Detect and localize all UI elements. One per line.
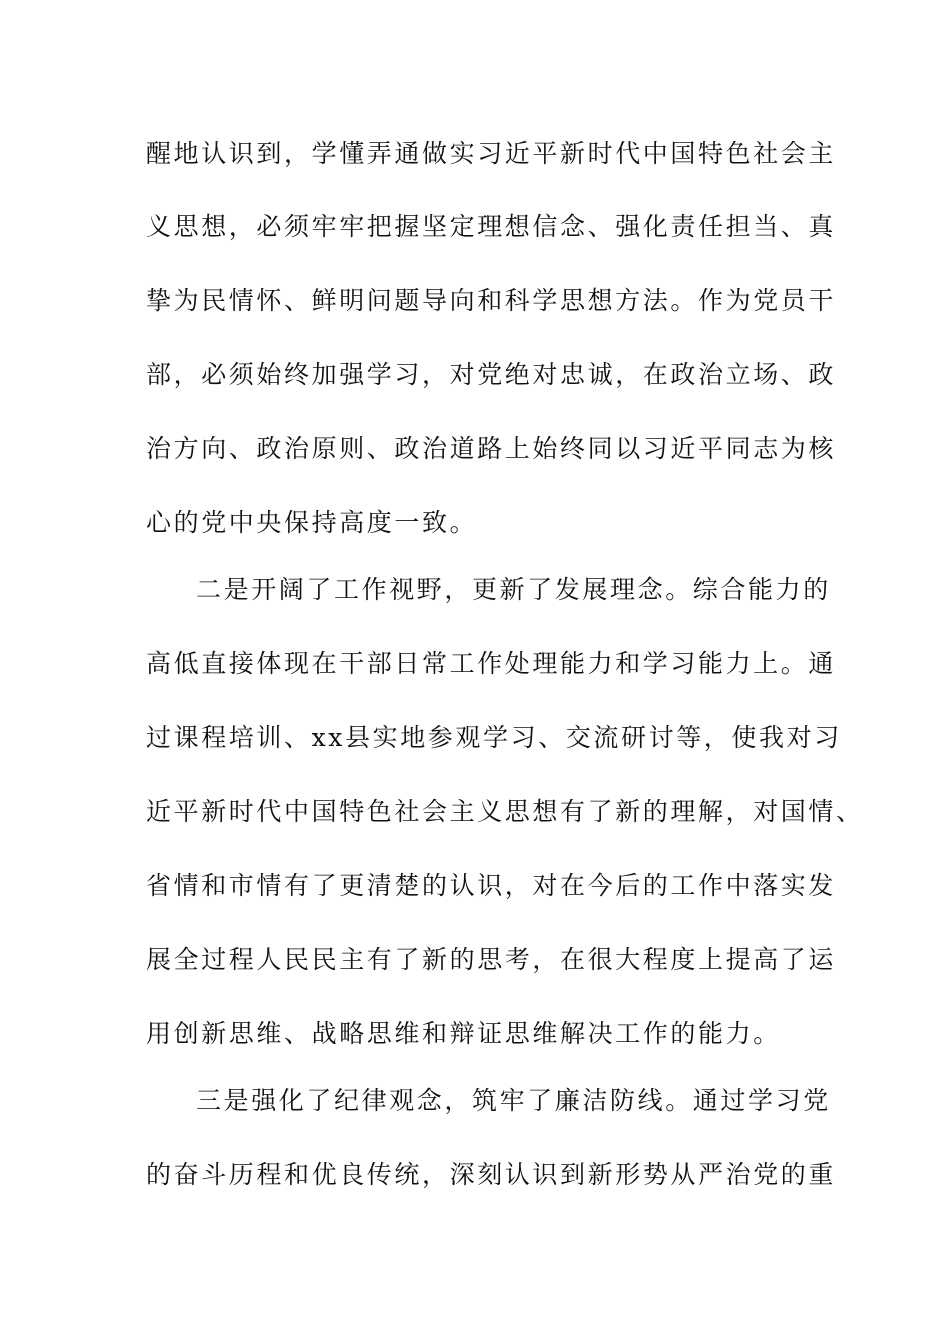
body-text-line: 近平新时代中国特色社会主义思想有了新的理解，对国情、 (146, 797, 864, 826)
body-text-line: 展全过程人民民主有了新的思考，在很大程度上提高了运 (146, 945, 837, 974)
body-text-line: 心的党中央保持高度一致。 (146, 508, 478, 537)
body-text-line: 治方向、政治原则、政治道路上始终同以习近平同志为核 (146, 434, 837, 463)
body-text-line: 挚为民情怀、鲜明问题导向和科学思想方法。作为党员干 (146, 286, 837, 315)
body-text-line: 省情和市情有了更清楚的认识，对在今后的工作中落实发 (146, 871, 837, 900)
body-text-line: 高低直接体现在干部日常工作处理能力和学习能力上。通 (146, 649, 837, 678)
paragraph-start-line: 二是开阔了工作视野，更新了发展理念。综合能力的 (196, 575, 831, 604)
body-text-line: 醒地认识到，学懂弄通做实习近平新时代中国特色社会主 (146, 139, 837, 168)
body-text-line: 用创新思维、战略思维和辩证思维解决工作的能力。 (146, 1019, 781, 1048)
body-text-line: 义思想，必须牢牢把握坚定理想信念、强化责任担当、真 (146, 212, 837, 241)
body-text-line: 过课程培训、xx县实地参观学习、交流研讨等，使我对习 (146, 723, 842, 752)
body-text-line: 的奋斗历程和优良传统，深刻认识到新形势从严治党的重 (146, 1160, 837, 1189)
paragraph-start-line: 三是强化了纪律观念，筑牢了廉洁防线。通过学习党 (196, 1086, 831, 1115)
body-text-line: 部，必须始终加强学习，对党绝对忠诚，在政治立场、政 (146, 360, 837, 389)
